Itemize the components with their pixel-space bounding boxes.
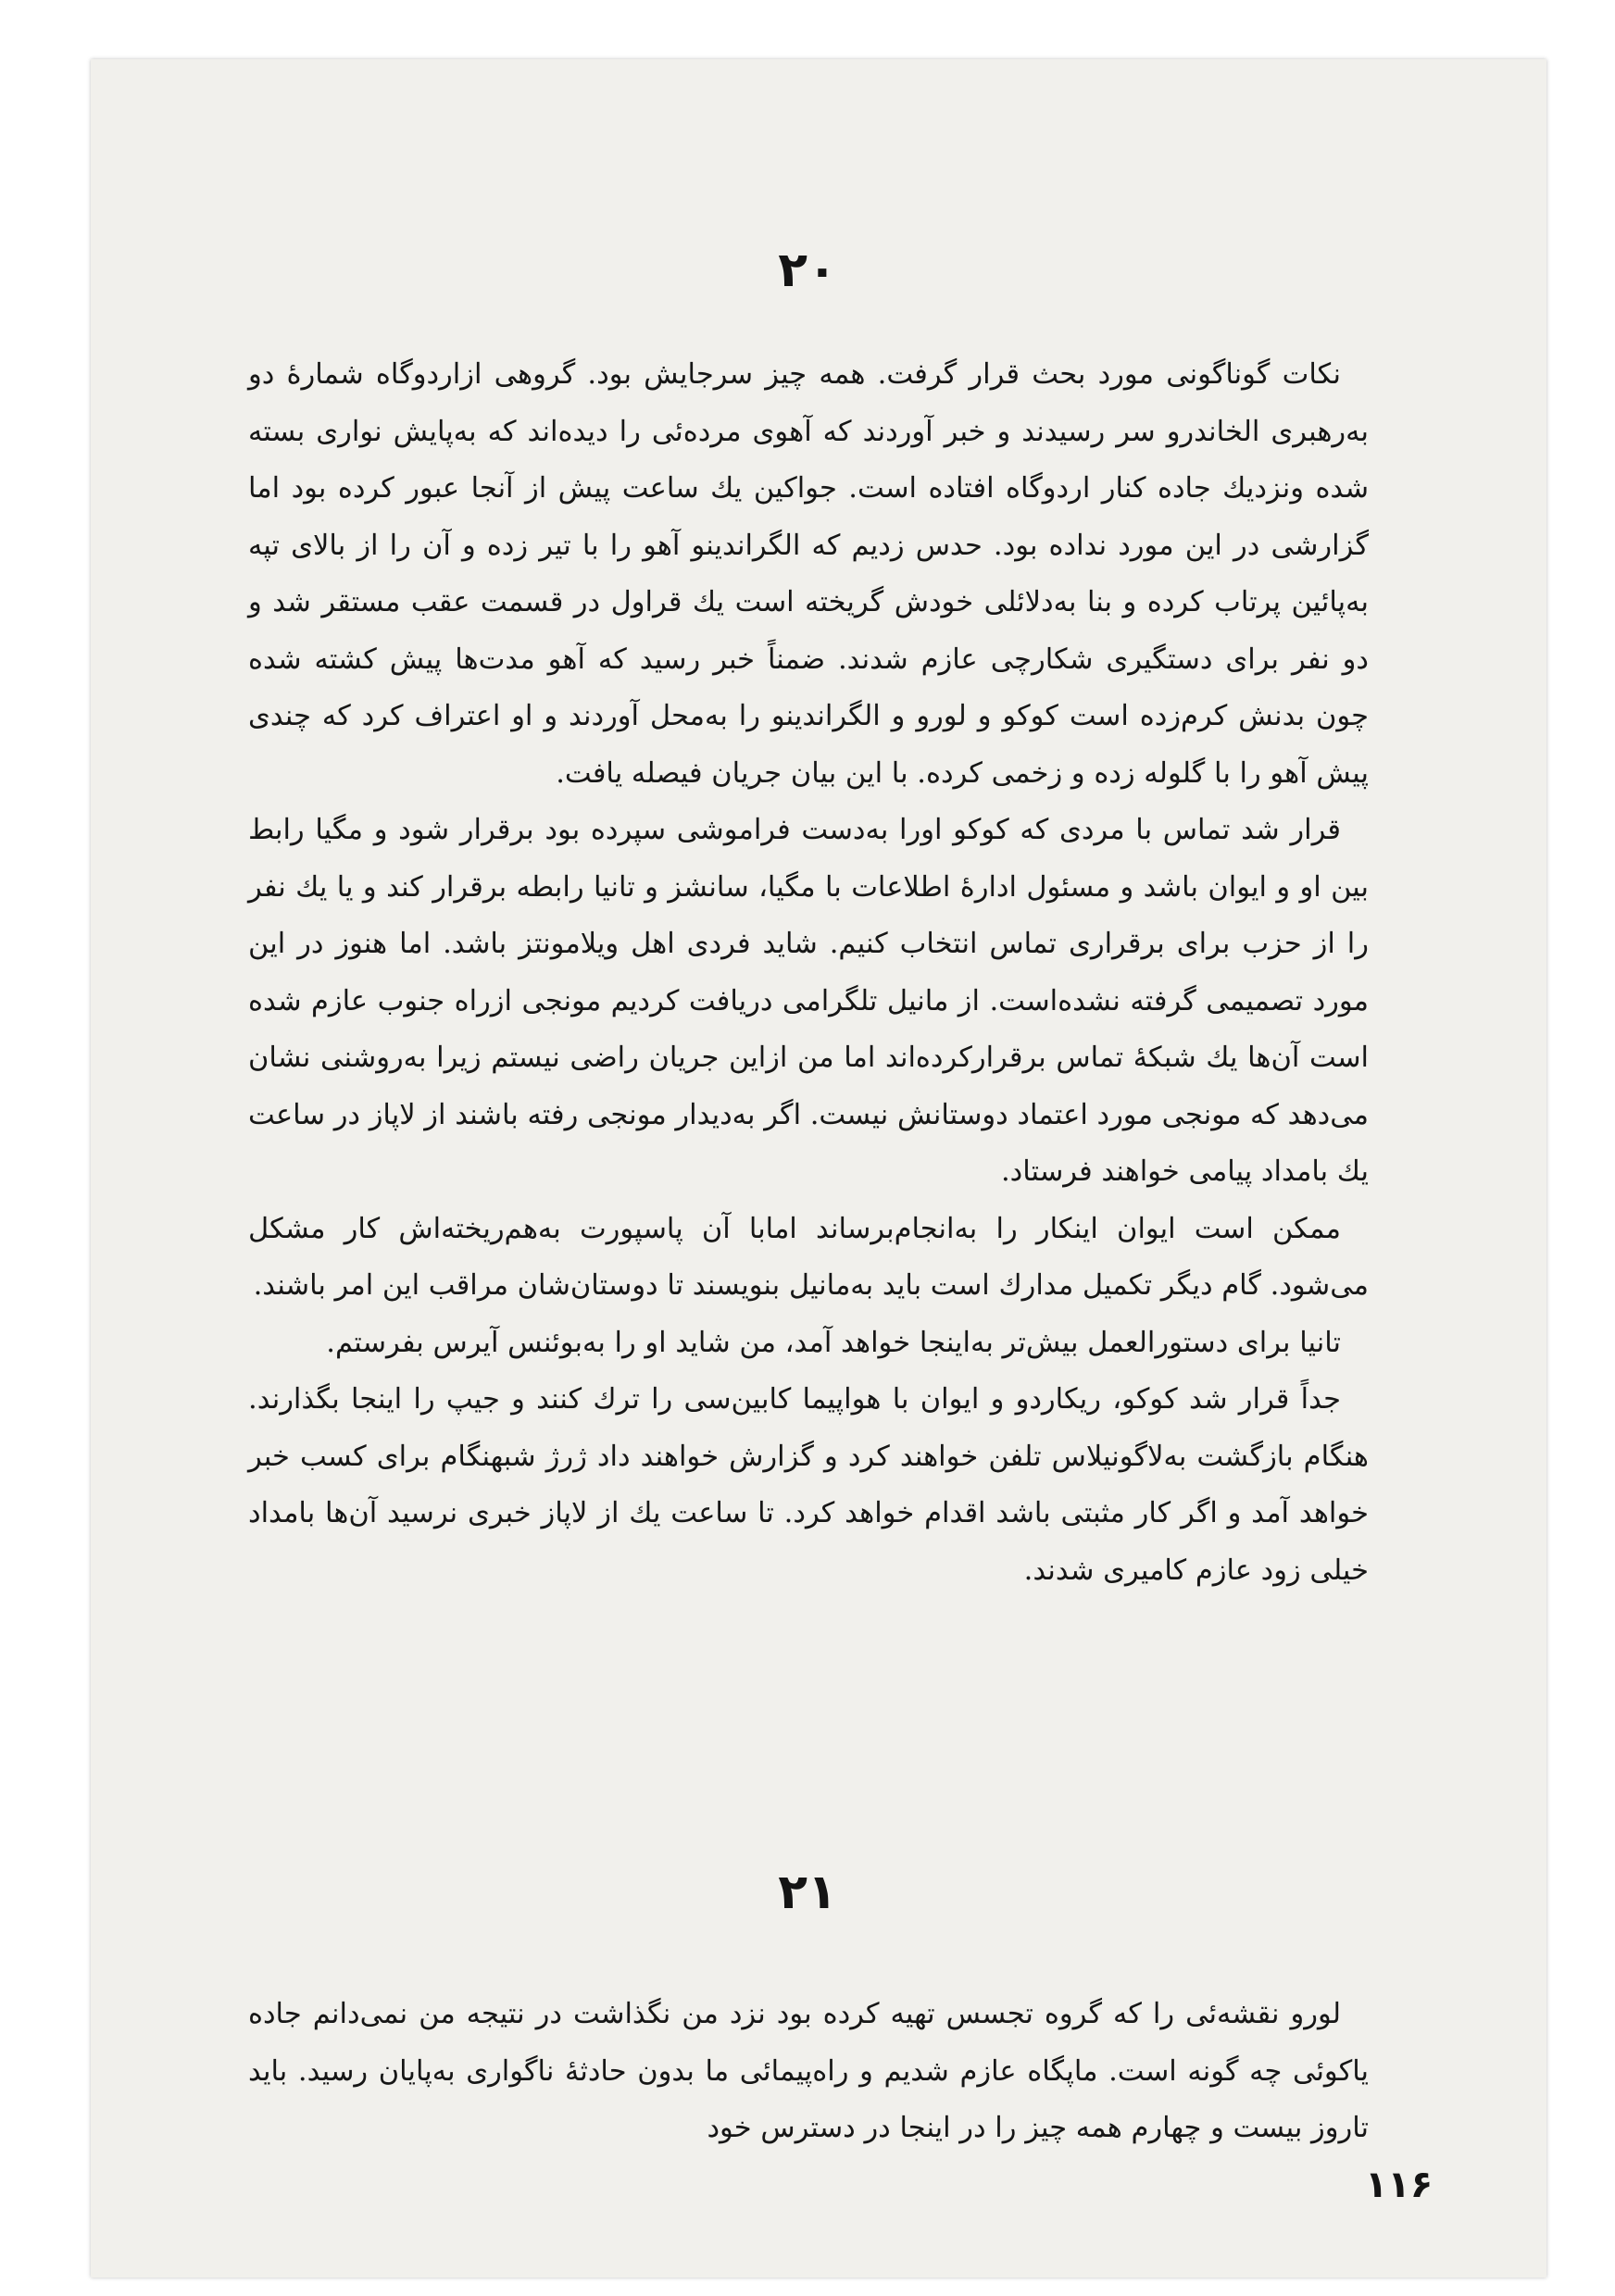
paragraph-5: جداً قرار شد کوکو، ریکاردو و ایوان با هواپیما کابین‌سی را ترك کنند و جیپ را اینجا بگذارند. هنگام بازگشت به‌لاگونیلاس تلفن خواهند کرد و گزارش خواهند داد ژرژ شبهنگام برای کسب خبر خواهد آمد و اگر کار مثبتی باشد اقدام خواهد کرد. تا ساعت یك از لاپاز خبری نرسید آن‌ها بامداد خیلی زود عازم کامیری شدند. [248,1383,1369,1587]
paragraph-6: لورو نقشه‌ئی را که گروه تجسس تهیه کرده بود نزد من نگذاشت در نتیجه من نمی‌دانم جاده یاکوئی چه گونه است. ماپگاه عازم شدیم و راه‌پیمائی ما بدون حادثهٔ ناگواری به‌پایان رسید. باید تاروز بیست و چهارم همه چیز را در اینجا در دسترس خود [248,1998,1369,2144]
page-number: ۱۱۶ [1365,2164,1433,2206]
section-number-21: ۲۱ [778,1865,837,1920]
paragraph-3: ممکن است ایوان اینکار را به‌انجام‌برساند امابا آن پاسپورت به‌هم‌ریخته‌اش کار مشکل می‌شود. گام دیگر تکمیل مدارك است باید به‌مانیل بنویسند تا دوستان‌شان مراقب این امر باشند. [248,1212,1369,1302]
paragraph-4: تانیا برای دستورالعمل بیش‌تر به‌اینجا خواهد آمد، من شاید او را به‌بوئنس آیرس بفرستم. [326,1326,1341,1359]
section-number-20: ۲۰ [778,243,837,298]
paragraph-2: قرار شد تماس با مردی که کوکو اورا به‌دست فراموشی سپرده بود برقرار شود و مگیا رابط بین او و ایوان باشد و مسئول ادارهٔ اطلاعات با مگیا، سانشز و تانیا رابطه برقرار کند و یا یك نفر را از حزب برای برقراری تماس انتخاب کنیم. شاید فردی اهل ویلامونتز باشد. اما هنوز در این مورد تصمیمی گرفته نشده‌است. از مانیل تلگرامی دریافت کردیم مونجی ازراه جنوب عازم شده است آن‌ها یك شبکهٔ تماس برقرارکرده‌اند اما من ازاین جریان راضی نیستم زیرا به‌روشنی نشان می‌دهد که مونجی مورد اعتماد دوستانش نیست. اگر به‌دیدار مونجی رفته باشند از لاپاز در ساعت یك بامداد پیامی خواهند فرستاد. [248,814,1369,1188]
section-20-body [248,346,1369,1599]
section-21-body [248,1986,1369,2157]
paragraph-1: نکات گوناگونی مورد بحث قرار گرفت. همه چیز سرجایش بود. گروهی ازاردوگاه شمارهٔ دو به‌رهبری الخاندرو سر رسیدند و خبر آوردند که آهوی مرده‌ئی را دیده‌اند که به‌پایش نواری بسته شده ونزدیك جاده کنار اردوگاه افتاده است. جواکین یك ساعت پیش از آنجا عبور کرده بود اما گزارشی در این مورد نداده بود. حدس زدیم که الگراندینو آهو را با تیر زده و آن را از بالای تپه به‌پائین پرتاب کرده و بنا به‌دلائلی خودش گریخته است یك قراول در قسمت عقب مستقر شد و دو نفر برای دستگیری شکارچی عازم شدند. ضمناً خبر رسید که آهو مدت‌ها پیش کشته شده چون بدنش کرم‌زده است کوکو و لورو و الگراندینو را به‌محل آوردند و او اعتراف کرد که چندی پیش آهو را با گلوله زده و زخمی کرده. با این بیان جریان فیصله یافت. [248,358,1369,790]
